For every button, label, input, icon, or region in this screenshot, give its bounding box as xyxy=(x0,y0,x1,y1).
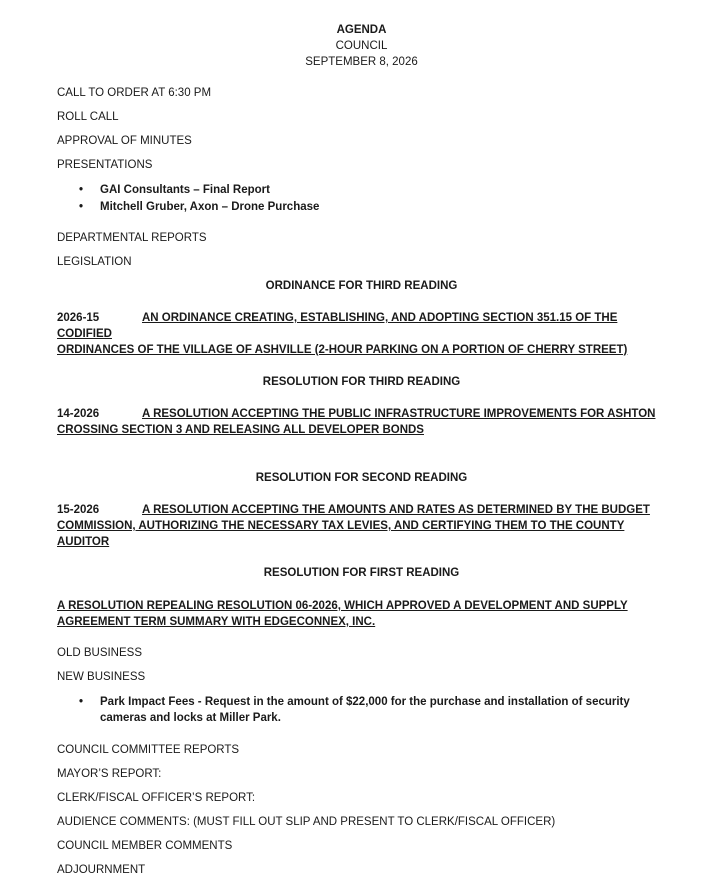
bullet-icon: • xyxy=(79,184,84,196)
audience-comments: AUDIENCE COMMENTS: (MUST FILL OUT SLIP AND PRESENT TO CLERK/FISCAL OFFICER) xyxy=(57,816,556,828)
presentation-item: GAI Consultants – Final Report xyxy=(100,184,270,196)
resolution-item xyxy=(57,598,657,630)
resolution-first-reading-heading: RESOLUTION FOR FIRST READING xyxy=(263,567,460,579)
resolution-line-1 xyxy=(57,406,657,422)
bullet-icon: • xyxy=(79,201,84,213)
council-member-comments: COUNCIL MEMBER COMMENTS xyxy=(57,840,233,852)
resolution-line-1 xyxy=(57,502,657,518)
new-business-item-line-2: cameras and locks at Miller Park. xyxy=(100,712,281,724)
ordinance-title: AN ORDINANCE CREATING, ESTABLISHING, AND ADOPTING SECTION 351.15 OF THE CODIFIED xyxy=(57,312,618,340)
resolution-third-reading-heading: RESOLUTION FOR THIRD READING xyxy=(262,376,461,388)
resolution-title: A RESOLUTION ACCEPTING THE AMOUNTS AND RATES AS DETERMINED BY THE BUDGET xyxy=(142,504,650,516)
ordinance-item xyxy=(57,310,657,358)
adjournment: ADJOURNMENT xyxy=(57,864,146,876)
legislation-heading: LEGISLATION xyxy=(57,256,132,268)
new-business-heading: NEW BUSINESS xyxy=(57,671,146,683)
mayors-report: MAYOR’S REPORT: xyxy=(57,768,162,780)
resolution-line-2: AGREEMENT TERM SUMMARY WITH EDGECONNEX, INC. xyxy=(57,616,376,628)
resolution-item xyxy=(57,406,657,438)
agenda-body-name: COUNCIL xyxy=(335,40,388,52)
resolution-number: 15-2026 xyxy=(57,504,100,516)
ordinance-third-reading-heading: ORDINANCE FOR THIRD READING xyxy=(265,280,458,292)
resolution-second-reading-heading: RESOLUTION FOR SECOND READING xyxy=(255,472,468,484)
resolution-line-2: CROSSING SECTION 3 AND RELEASING ALL DEVELOPER BONDS xyxy=(57,424,424,436)
presentations-heading: PRESENTATIONS xyxy=(57,159,153,171)
roll-call: ROLL CALL xyxy=(57,111,119,123)
agenda-title: AGENDA xyxy=(336,24,387,36)
council-committee-reports: COUNCIL COMMITTEE REPORTS xyxy=(57,744,240,756)
ordinance-number: 2026-15 xyxy=(57,312,100,324)
approval-of-minutes: APPROVAL OF MINUTES xyxy=(57,135,192,147)
clerk-fiscal-officer-report: CLERK/FISCAL OFFICER’S REPORT: xyxy=(57,792,256,804)
new-business-item-line-1: Park Impact Fees - Request in the amount of $22,000 for the purchase and installation of security xyxy=(100,696,630,708)
resolution-title: A RESOLUTION ACCEPTING THE PUBLIC INFRASTRUCTURE IMPROVEMENTS FOR ASHTON xyxy=(142,408,656,420)
resolution-number: 14-2026 xyxy=(57,408,100,420)
ordinance-line-1 xyxy=(57,310,657,342)
presentation-item: Mitchell Gruber, Axon – Drone Purchase xyxy=(100,201,320,213)
old-business: OLD BUSINESS xyxy=(57,647,142,659)
bullet-icon: • xyxy=(79,696,84,708)
resolution-line-1: A RESOLUTION REPEALING RESOLUTION 06-2026, WHICH APPROVED A DEVELOPMENT AND SUPPLY xyxy=(57,600,628,612)
departmental-reports: DEPARTMENTAL REPORTS xyxy=(57,232,207,244)
resolution-item xyxy=(57,502,657,550)
agenda-date: SEPTEMBER 8, 2026 xyxy=(305,56,418,68)
call-to-order: CALL TO ORDER AT 6:30 PM xyxy=(57,87,212,99)
ordinance-line-2: ORDINANCES OF THE VILLAGE OF ASHVILLE (2-HOUR PARKING ON A PORTION OF CHERRY STREET) xyxy=(57,344,628,356)
resolution-line-2: COMMISSION, AUTHORIZING THE NECESSARY TAX LEVIES, AND CERTIFYING THEM TO THE COUNTY AUDITOR xyxy=(57,520,625,548)
